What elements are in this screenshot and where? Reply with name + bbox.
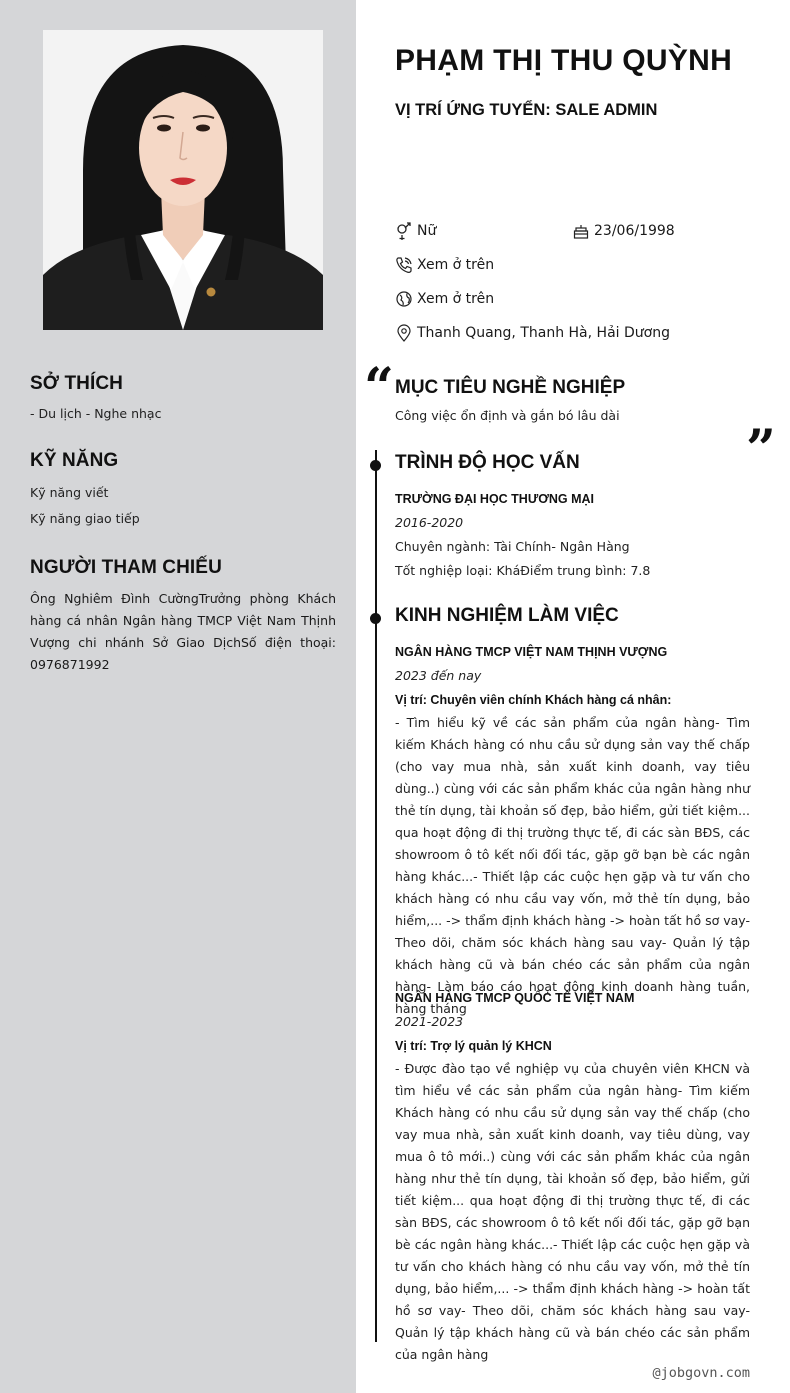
phone-icon [395, 256, 413, 274]
globe-icon [395, 290, 413, 308]
gender-row [395, 222, 436, 240]
profile-photo [43, 30, 323, 330]
experience-title: KINH NGHIỆM LÀM VIỆC [395, 605, 619, 626]
candidate-name: PHẠM THỊ THU QUỲNH [395, 44, 733, 77]
job-description: - Được đào tạo về nghiệp vụ của chuyên viên KHCN và tìm hiểu về các sản phẩm của ngân hàng- Tìm kiếm Khách hàng có nhu cầu sử dụng sản vay thế chấp (cho vay mua nhà, sản xuất kinh doanh, vay tiêu dùng, vay mua ô tô mới..) cùng với các sản phẩm khác của ngân hàng như thẻ tín dụng, tài khoản số đẹp, bảo hiểm, gửi tiết kiệm... qua hoạt động đi thị trường thực tế, đi các sàn BĐS, các showroom ô tô kết nối đối tác, gặp gỡ bạn bè các ngân hàng khác...- Thiết lập các cuộc hẹn gặp và tư vấn cho khách hàng có nhu cầu vay vốn, mở thẻ tín dụng, bảo hiểm,... -> thẩm định khách hàng -> hoàn tất hồ sơ vay- Theo dõi, chăm sóc khách hàng sau vay- Quản lý tập khách hàng cũ và bán chéo các sản phẩm của ngân hàng [395, 1061, 750, 1362]
location-pin-icon [395, 324, 413, 342]
hobbies-section [30, 373, 336, 425]
phone-row [395, 256, 494, 274]
sidebar [0, 0, 356, 1393]
timeline-dot [370, 460, 381, 471]
gender-icon [395, 222, 413, 240]
education-major: Chuyên ngành: Tài Chính- Ngân Hàng [395, 539, 630, 554]
address-row [395, 324, 670, 342]
birthdate-text: 23/06/1998 [594, 223, 675, 239]
objective-title: MỤC TIÊU NGHỀ NGHIỆP [395, 377, 626, 398]
applied-position: VỊ TRÍ ỨNG TUYỂN: SALE ADMIN [395, 101, 658, 119]
references-title: NGƯỜI THAM CHIẾU [30, 557, 222, 578]
objective-text: Công việc ổn định và gắn bó lâu dài [395, 408, 620, 423]
birthday-cake-icon [572, 222, 590, 240]
quote-close-icon: ” [746, 419, 776, 480]
education-entry [395, 490, 750, 581]
education-title: TRÌNH ĐỘ HỌC VẤN [395, 452, 580, 473]
skills-title: KỸ NĂNG [30, 450, 119, 471]
phone-text: Xem ở trên [417, 257, 495, 273]
main-content [356, 0, 790, 1393]
hobbies-title: SỞ THÍCH [30, 373, 124, 394]
website-row [395, 290, 494, 308]
job-role: Vị trí: Trợ lý quản lý KHCN [395, 1039, 552, 1053]
job-role: Vị trí: Chuyên viên chính Khách hàng cá nhân: [395, 693, 672, 707]
quote-open-icon: “ [364, 357, 394, 418]
skills-section [30, 450, 336, 532]
company-name: NGÂN HÀNG TMCP QUỐC TẾ VIỆT NAM [395, 991, 635, 1005]
timeline-dot [370, 613, 381, 624]
references-section [30, 557, 336, 676]
education-grade: Tốt nghiệp loại: KháĐiểm trung bình: 7.8 [395, 563, 651, 578]
hobbies-text: - Du lịch - Nghe nhạc [30, 406, 162, 421]
skill-item: Kỹ năng viết [30, 485, 109, 500]
company-name: NGÂN HÀNG TMCP VIỆT NAM THỊNH VƯỢNG [395, 645, 668, 659]
job-entry [395, 643, 750, 1020]
gender-text: Nữ [417, 223, 437, 239]
job-period: 2023 đến nay [395, 668, 482, 683]
job-entry [395, 989, 750, 1366]
address-text: Thanh Quang, Thanh Hà, Hải Dương [417, 325, 670, 341]
skill-item: Kỹ năng giao tiếp [30, 511, 140, 526]
watermark: @jobgovn.com [652, 1365, 750, 1381]
timeline-line [375, 450, 377, 1342]
school-name: TRƯỜNG ĐẠI HỌC THƯƠNG MẠI [395, 492, 594, 506]
education-period: 2016-2020 [395, 515, 464, 530]
job-description: - Tìm hiểu kỹ về các sản phẩm của ngân hàng- Tìm kiếm Khách hàng có nhu cầu sử dụng sản vay thế chấp (cho vay mua nhà, sản xuất kinh doanh, vay tiêu dùng..) cùng với các sản phẩm khác của ngân hàng như thẻ tín dụng, tài khoản số đẹp, bảo hiểm, gửi tiết kiệm... qua hoạt động đi thị trường thực tế, đi các sàn BĐS, các showroom ô tô kết nối đối tác, gặp gỡ bạn bè các ngân hàng khác...- Thiết lập các cuộc hẹn gặp và tư vấn cho khách hàng có nhu cầu vay vốn, mở thẻ tín dụng, bảo hiểm,... -> thẩm định khách hàng -> hoàn tất hồ sơ vay- Theo dõi, chăm sóc khách hàng sau vay- Quản lý tập khách hàng cũ và bán chéo các sản phẩm của ngân hàng- Làm báo cáo hoạt động kinh doanh hàng tuần, hàng tháng [395, 715, 750, 1016]
birthdate-row [572, 222, 675, 240]
references-text: Ông Nghiêm Đình CườngTrưởng phòng Khách hàng cá nhân Ngân hàng TMCP Việt Nam Thịnh Vượng chi nhánh Sở Giao DịchSố điện thoại: 0976871992 [30, 591, 336, 672]
job-period: 2021-2023 [395, 1014, 464, 1029]
website-text: Xem ở trên [417, 291, 495, 307]
